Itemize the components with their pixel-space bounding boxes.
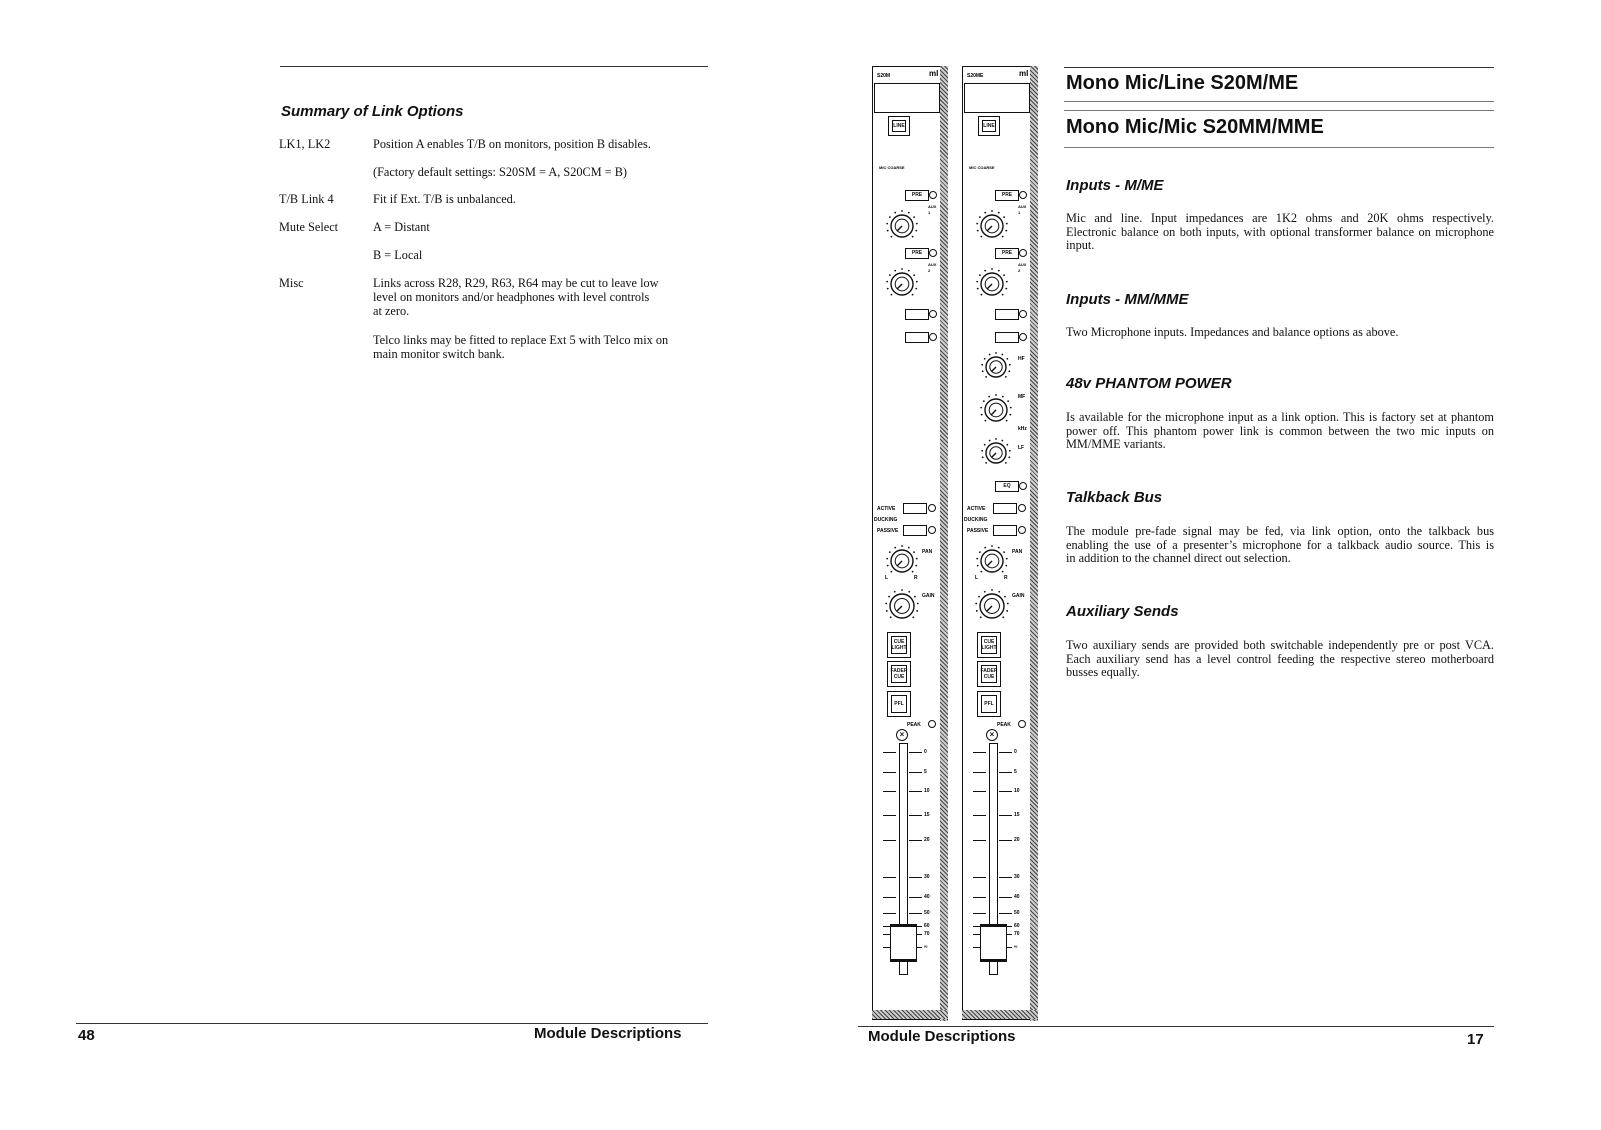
strip-edge-hatch [940,66,948,1021]
fader-scale-label: 10 [924,788,930,794]
fader-tick-right [999,772,1012,773]
section-heading: Inputs - M/ME [1066,177,1164,194]
link-option-text: A = Distant [373,220,430,234]
pre-led [1019,249,1027,257]
cue-light-button [977,632,1001,658]
passive-led [928,526,936,534]
line-button [888,116,910,136]
fader-tick-right [999,913,1012,914]
pre-led [929,191,937,199]
pan-knob [975,544,1009,578]
gain-label: GAIN [1012,593,1025,599]
gain-knob [974,588,1010,624]
fader-tick-right [909,913,922,914]
active-button [993,503,1017,514]
channel-strip [872,66,950,1024]
pre-led [929,249,937,257]
right-bottom-rule [858,1026,1494,1027]
fader-tick-right [909,752,922,753]
fader-tick-left [973,840,986,841]
active-led [928,504,936,512]
section-body-line: in addition to the channel direct out selection. [1066,551,1291,565]
strip-bottom-hatch [962,1010,1038,1019]
gain-knob [884,588,920,624]
section-body-line: busses equally. [1066,665,1140,679]
fader-scale-label: 5 [1014,769,1017,775]
aux-label: AUX 1 [1018,204,1027,215]
pan-right-label: R [914,575,918,581]
link-option-text: at zero. [373,304,410,318]
fader-scale-label: ∞ [924,944,928,950]
fader-tick-left [973,913,986,914]
pan-label: PAN [1012,549,1023,555]
right-top-rule [1064,67,1494,68]
eq-button: EQ [995,481,1019,492]
section-body-line: Is available for the microphone input as a link option. This is factory set at phantom [1066,410,1494,424]
pan-label: PAN [922,549,933,555]
fader-tick-left [973,772,986,773]
link-option-text: Telco links may be fitted to replace Ext 5 with Telco mix on [373,333,669,347]
fader-tick-left [883,840,896,841]
cue-light-button [887,632,911,658]
strip-model-label: S20M [877,73,891,79]
cue-light-button-label: CUE LIGHT [891,636,907,654]
strip-bottom-hatch [872,1010,948,1019]
fader-scale-label: 50 [1014,910,1020,916]
section-body-line: Mic and line. Input impedances are 1K2 ohms and 20K ohms respectively. [1066,211,1494,225]
line-button [978,116,1000,136]
active-button [903,503,927,514]
passive-label: PASSIVE [877,528,899,534]
pan-left-label: L [885,575,889,581]
fader-tick-left [973,752,986,753]
strip-brand-logo: ml [929,69,939,78]
fader-tick-right [909,897,922,898]
fader-tick-right [999,877,1012,878]
hp-filter-button [905,309,929,320]
fader-cap [890,924,917,962]
passive-led [1018,526,1026,534]
aux-send-knob [975,209,1009,243]
aux-label: AUX 2 [928,262,937,273]
fader-scale-label: 30 [1014,874,1020,880]
peak-led [928,720,936,728]
link-option-text: Fit if Ext. T/B is unbalanced. [373,192,516,206]
mic-coarse-label: MIC COARSE [969,165,995,170]
fader-tick-left [973,815,986,816]
fader-cue-button [887,661,911,687]
pan-right-label: R [1004,575,1008,581]
fader-scale-label: 15 [924,812,930,818]
section-heading: Talkback Bus [1066,489,1163,506]
fader-scale-label: ∞ [1014,944,1018,950]
fader-scale-label: 50 [924,910,930,916]
passive-button [993,525,1017,536]
fader-cap [980,924,1007,962]
fader-scale-label: 40 [1014,894,1020,900]
fader-start-marker: × [896,729,908,741]
mic-coarse-label: MIC COARSE [879,165,905,170]
section-body-line: The module pre-fade signal may be fed, via link option, onto the talkback bus [1066,524,1494,538]
fader-scale-label: 70 [1014,931,1020,937]
peak-led [1018,720,1026,728]
fader-scale-label: 5 [924,769,927,775]
left-footer-title: Module Descriptions [534,1025,682,1042]
strip-scribble-area [964,83,1030,113]
fader-start-marker: × [986,729,998,741]
lp-filter-led [929,333,937,341]
pre-button: PRE [995,190,1019,201]
lp-filter-button [905,332,929,343]
fader-scale-label: 20 [1014,837,1020,843]
section-body-line: Two auxiliary sends are provided both switchable independently pre or post VCA. [1066,638,1494,652]
aux-send-knob [975,267,1009,301]
eq-hf-knob [980,351,1012,383]
section-body-line: Each auxiliary send has a level control feeding the respective stereo motherboard [1066,651,1494,666]
fader-tick-right [999,791,1012,792]
pre-button: PRE [905,248,929,259]
fader-scale-label: 0 [924,749,927,755]
fader-tick-left [973,791,986,792]
active-label: ACTIVE [967,506,986,512]
link-option-text: level on monitors and/or headphones with level controls [373,290,650,304]
lp-filter-led [1019,333,1027,341]
gain-label: GAIN [922,593,935,599]
fader-tick-right [999,840,1012,841]
left-bottom-rule [76,1023,708,1024]
section-body-line: Electronic balance on both inputs, with optional transformer balance on microphone [1066,224,1494,239]
pan-left-label: L [975,575,979,581]
passive-button [903,525,927,536]
pfl-button [887,691,911,717]
fader-tick-left [973,897,986,898]
fader-scale-label: 10 [1014,788,1020,794]
passive-label: PASSIVE [967,528,989,534]
link-option-term: T/B Link 4 [279,192,334,206]
link-option-term: Mute Select [279,220,339,234]
section-body-line: Two Microphone inputs. Impedances and balance options as above. [1066,325,1399,339]
aux-send-knob [885,267,919,301]
pan-knob [885,544,919,578]
fader-tick-right [909,815,922,816]
fader-tick-right [909,791,922,792]
strip-scribble-area [874,83,940,113]
fader-tick-left [883,897,896,898]
title-rule-2 [1064,110,1494,111]
channel-strip [962,66,1040,1024]
fader-scale-label: 30 [924,874,930,880]
pre-led [1019,191,1027,199]
mf-label: MF [1018,394,1026,400]
section-heading: Inputs - MM/MME [1066,291,1189,308]
fader-tick-left [883,815,896,816]
fader-scale-label: 20 [924,837,930,843]
section-body-line: MM/MME variants. [1066,437,1166,451]
section-heading: Auxiliary Sends [1066,603,1179,620]
title-rule-1 [1064,101,1494,102]
line-button-label: LINE [982,120,996,132]
fader-tick-left [973,877,986,878]
left-page-number: 48 [78,1027,95,1044]
peak-label: PEAK [907,722,921,728]
hp-filter-button [995,309,1019,320]
link-option-text: Links across R28, R29, R63, R64 may be cut to leave low [373,276,659,290]
title-rule-3 [1064,147,1494,148]
peak-label: PEAK [997,722,1011,728]
fader-cue-button-label: FADER CUE [891,665,907,683]
pre-button: PRE [905,190,929,201]
right-page-number: 17 [1467,1031,1484,1048]
pfl-button-label: PFL [981,695,997,713]
fader-tick-left [883,752,896,753]
eq-led [1019,482,1027,490]
left-top-rule [280,66,708,67]
link-option-text: Position A enables T/B on monitors, position B disables. [373,137,651,151]
ducking-label: DUCKING [964,517,988,523]
section-body-line: input. [1066,238,1095,252]
hp-filter-led [1019,310,1027,318]
left-heading: Summary of Link Options [281,103,464,120]
fader-tick-left [883,877,896,878]
pfl-button [977,691,1001,717]
link-option-text: (Factory default settings: S20SM = A, S20CM = B) [373,165,628,179]
aux-label: AUX 2 [1018,262,1027,273]
title-mono-mic-mic: Mono Mic/Mic S20MM/MME [1066,116,1324,138]
fader-tick-right [999,897,1012,898]
link-option-text: main monitor switch bank. [373,347,505,361]
strip-edge-hatch [1030,66,1038,1021]
fader-scale-label: 15 [1014,812,1020,818]
lf-label: LF [1018,445,1025,451]
link-option-text: B = Local [373,248,423,262]
section-body-line: power off. This phantom power link is common between the two mic inputs on [1066,423,1494,438]
eq-mf-knob [979,393,1013,427]
ducking-label: DUCKING [874,517,898,523]
strip-brand-logo: ml [1019,69,1029,78]
section-heading: 48v PHANTOM POWER [1066,375,1232,392]
active-label: ACTIVE [877,506,896,512]
fader-tick-left [883,772,896,773]
aux-send-knob [885,209,919,243]
line-button-label: LINE [892,120,906,132]
fader-scale-label: 60 [1014,923,1020,929]
link-option-term: LK1, LK2 [279,137,331,151]
fader-cue-button [977,661,1001,687]
fader-tick-right [909,840,922,841]
eq-lf-knob [980,437,1012,469]
fader-tick-left [883,913,896,914]
pre-button: PRE [995,248,1019,259]
fader-cue-button-label: FADER CUE [981,665,997,683]
fader-scale-label: 0 [1014,749,1017,755]
pfl-button-label: PFL [891,695,907,713]
khz-label: kHz [1018,426,1027,432]
cue-light-button-label: CUE LIGHT [981,636,997,654]
fader-tick-right [999,815,1012,816]
lp-filter-button [995,332,1019,343]
aux-label: AUX 1 [928,204,937,215]
fader-scale-label: 70 [924,931,930,937]
fader-scale-label: 40 [924,894,930,900]
link-option-term: Misc [279,276,304,290]
hf-label: HF [1018,356,1025,362]
fader-tick-right [999,752,1012,753]
fader-tick-right [909,877,922,878]
strip-model-label: S20ME [967,73,984,79]
title-mono-mic-line: Mono Mic/Line S20M/ME [1066,72,1299,94]
section-body-line: enabling the use of a presenter’s microphone for a talkback audio source. This is [1066,537,1494,552]
hp-filter-led [929,310,937,318]
right-footer-title: Module Descriptions [868,1028,1016,1045]
active-led [1018,504,1026,512]
fader-scale-label: 60 [924,923,930,929]
fader-tick-left [883,791,896,792]
fader-tick-right [909,772,922,773]
